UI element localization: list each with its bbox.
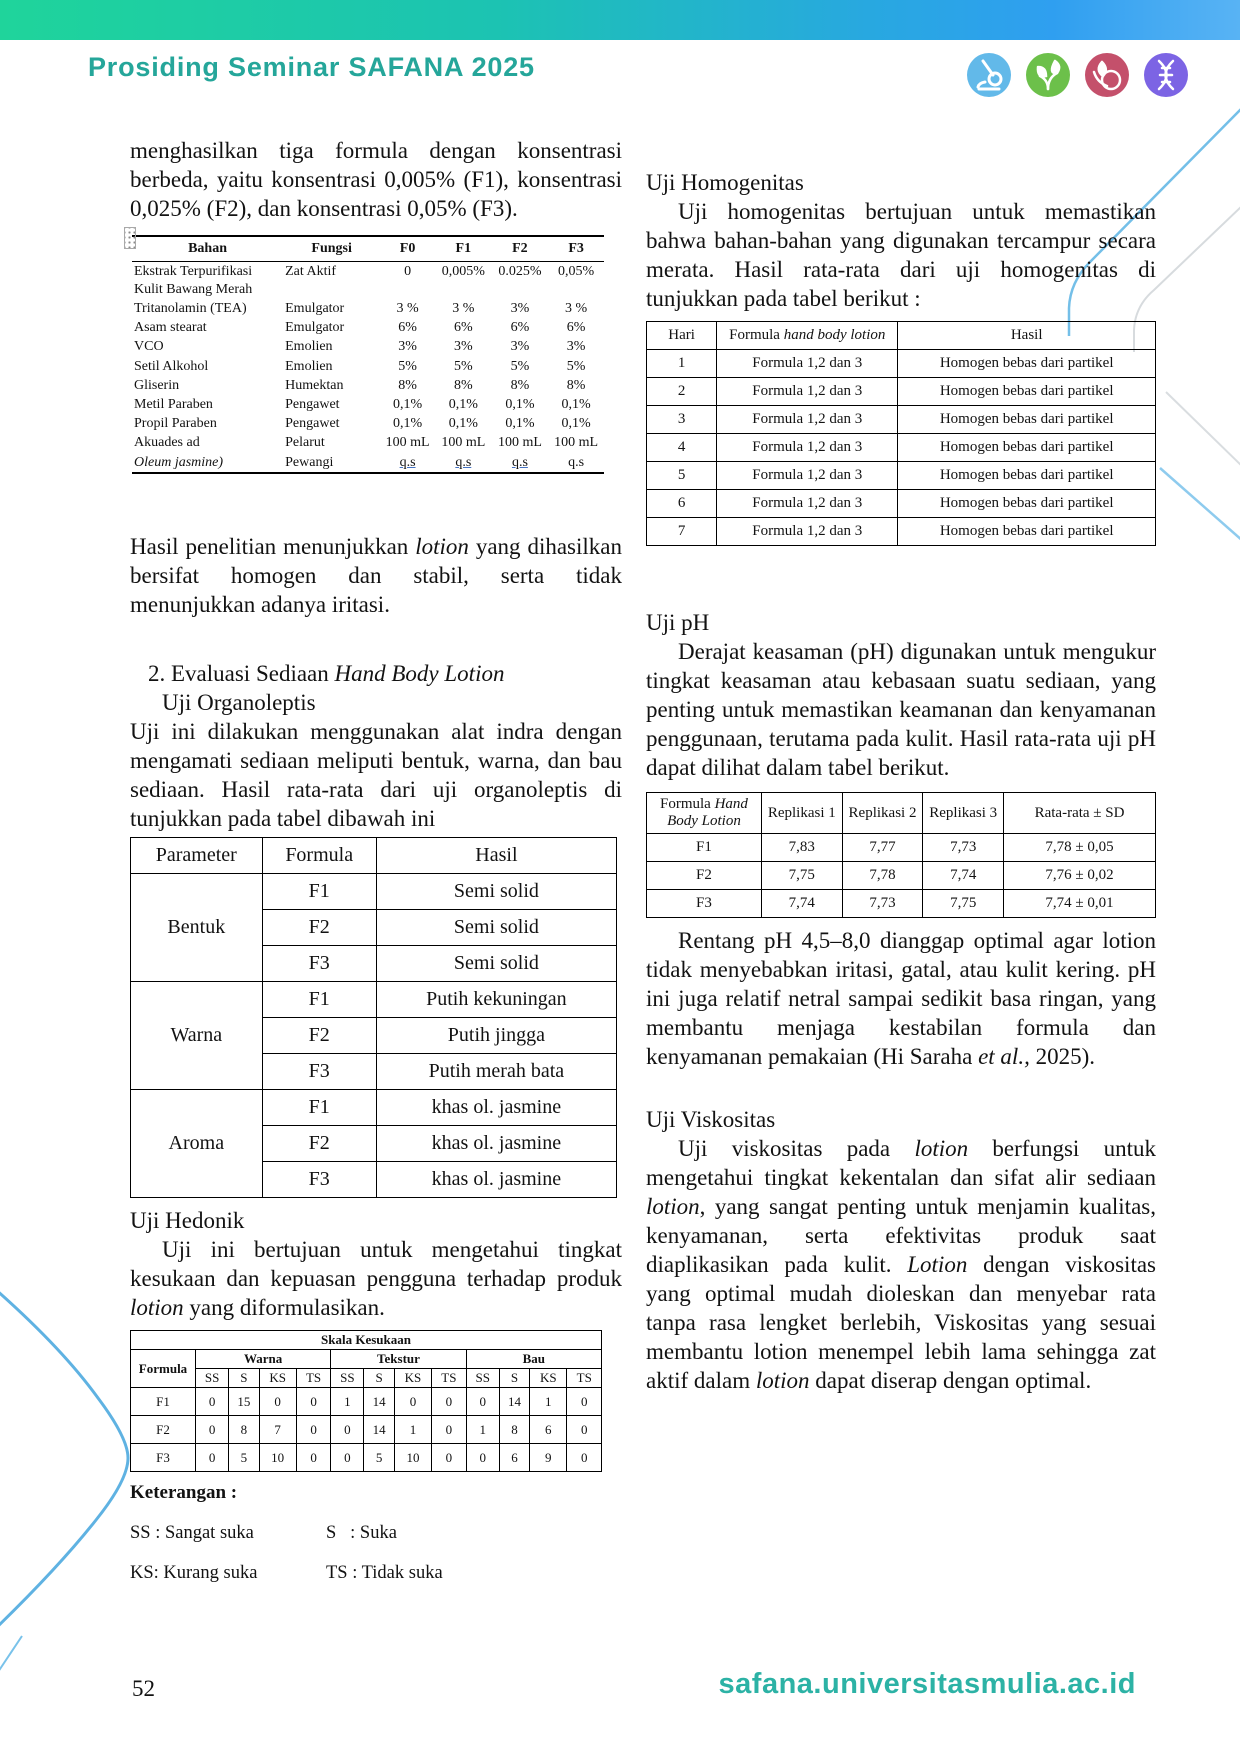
header-cell: TS — [296, 1369, 331, 1388]
cell: Pelarut — [285, 435, 325, 451]
cell: Homogen bebas dari partikel — [898, 406, 1156, 434]
ph-table — [646, 792, 1156, 918]
keterangan-label: Keterangan : — [130, 1482, 238, 1504]
cell: VCO — [134, 339, 164, 355]
table-row — [647, 350, 1156, 378]
table-row — [132, 396, 604, 415]
table-row — [131, 1444, 602, 1472]
cell: Metil Paraben — [134, 397, 213, 412]
viskositas-paragraph: Uji viskositas pada lotion berfungsi untuk mengetahui tingkat kekentalan dan sifat alir sediaan lotion, yang sangat penting untuk menjamin kualitas, kenyamanan, serta efektivitas produk saat diaplikasikan pada kulit. Lotion dengan viskositas yang optimal mudah dioleskan dan menyebar rata tanpa rasa lengket berlebih, Viskositas yang sesuai membantu lotion menempel lebih lama sehingga zat aktif dalam lotion dapat diserap dengan optimal. — [646, 1136, 1156, 1393]
cell: 0 — [567, 1388, 602, 1416]
cell: 6% — [453, 320, 473, 336]
cell: 0,1% — [505, 416, 535, 432]
cell: 0,005% — [441, 263, 485, 279]
ph-range-paragraph: Rentang pH 4,5–8,0 dianggap optimal agar lotion tidak menyebabkan iritasi, gatal, atau kulit kering. pH ini juga relatif netral sampai sedikit basa ringan, yang membantu menjaga kestabilan formula dan kenyamanan pemakaian (Hi Saraha et al., 2025). — [646, 928, 1156, 1069]
cell: Putih merah bata — [376, 1054, 616, 1090]
hedonic-table — [130, 1330, 602, 1472]
cell: 7,76 ± 0,02 — [1004, 862, 1156, 890]
cell: 5% — [510, 358, 530, 374]
medical-drop-logo-icon — [1084, 52, 1130, 98]
cell: Propil Paraben — [134, 416, 217, 432]
header-cell: S — [364, 1369, 394, 1388]
cell: Homogen bebas dari partikel — [898, 518, 1156, 546]
cell: 0 — [466, 1444, 499, 1472]
dna-logo-icon — [1143, 52, 1189, 98]
cell: 0 — [567, 1444, 602, 1472]
header-cell: SS — [196, 1369, 229, 1388]
cell: 6% — [398, 320, 417, 336]
cell: 0,1% — [393, 397, 423, 412]
header-cell: Warna — [196, 1350, 331, 1369]
table-row — [647, 793, 1156, 834]
header-cell: F1 — [435, 236, 492, 262]
table-anchor-icon — [124, 227, 136, 249]
header-cell: Rata-rata ± SD — [1004, 793, 1156, 834]
organoleptic-table — [130, 837, 617, 1198]
header-cell: SS — [331, 1369, 364, 1388]
cell: Aroma — [131, 1090, 263, 1198]
formulation-table — [132, 235, 604, 474]
cell: 100 mL — [385, 435, 430, 451]
cell: Pewangi — [285, 454, 334, 470]
cell: Asam stearat — [134, 320, 207, 336]
cell: 7,78 ± 0,05 — [1004, 834, 1156, 862]
cell: 0 — [567, 1416, 602, 1444]
qs-link[interactable]: q.s — [511, 454, 528, 470]
cell: F2 — [131, 1416, 196, 1444]
cell: 1 — [647, 350, 717, 378]
plant-logo-icon — [1025, 52, 1071, 98]
cell: 3 % — [565, 301, 588, 317]
header-cell: Replikasi 3 — [923, 793, 1004, 834]
cell: 4 — [647, 434, 717, 462]
table-row — [132, 338, 604, 357]
cell: F3 — [262, 946, 376, 982]
cell: 5% — [453, 358, 473, 374]
cell: 6% — [566, 320, 586, 336]
header-cell: Bahan — [132, 236, 283, 262]
cell: Bentuk — [131, 874, 263, 982]
table-row — [647, 434, 1156, 462]
cell: 0 — [331, 1416, 364, 1444]
cell: 100 mL — [441, 435, 486, 451]
cell: q.s — [568, 454, 585, 470]
homogeneity-table — [646, 321, 1156, 546]
header-cell: Replikasi 1 — [761, 793, 842, 834]
cell: 7,74 ± 0,01 — [1004, 890, 1156, 918]
cell: 0,1% — [561, 416, 591, 432]
header-cell: Tekstur — [331, 1350, 466, 1369]
cell: khas ol. jasmine — [376, 1162, 616, 1198]
table-row — [132, 300, 604, 319]
cell: 7,77 — [842, 834, 923, 862]
header-cell: Formula Hand Body Lotion — [647, 793, 762, 834]
cell: 0,1% — [561, 397, 591, 412]
cell: Homogen bebas dari partikel — [898, 378, 1156, 406]
table-row — [132, 236, 604, 262]
cell: Semi solid — [376, 874, 616, 910]
cell: 0,1% — [393, 416, 423, 432]
cell: 14 — [499, 1388, 529, 1416]
table-row — [131, 1388, 602, 1416]
header-cell: Hasil — [376, 838, 616, 874]
table-row — [131, 838, 617, 874]
formulation-table-wrap — [130, 235, 622, 474]
legend-line: SS : Sangat suka S : Suka — [130, 1523, 397, 1544]
cell: 8 — [229, 1416, 259, 1444]
header-cell: Fungsi — [283, 236, 380, 262]
cell: khas ol. jasmine — [376, 1126, 616, 1162]
viskositas-heading: Uji Viskositas — [646, 1107, 776, 1132]
cell: 7,75 — [761, 862, 842, 890]
header-cell: Hari — [647, 322, 717, 350]
cell: 1 — [331, 1388, 364, 1416]
cell: Pengawet — [285, 416, 340, 432]
cell: 5 — [647, 462, 717, 490]
cell: 6 — [499, 1444, 529, 1472]
cell: 7,73 — [923, 834, 1004, 862]
table-row — [131, 1331, 602, 1350]
header-cell: Parameter — [131, 838, 263, 874]
table-row — [131, 982, 617, 1018]
cell: 100 mL — [554, 435, 599, 451]
homogenitas-heading: Uji Homogenitas — [646, 170, 804, 195]
table-row — [647, 490, 1156, 518]
cell: F3 — [262, 1162, 376, 1198]
cell: Homogen bebas dari partikel — [898, 462, 1156, 490]
cell: Warna — [131, 982, 263, 1090]
page-number: 52 — [132, 1676, 155, 1701]
cell: Emolien — [285, 358, 333, 374]
cell: Emulgator — [285, 320, 345, 336]
cell: Emolien — [285, 339, 333, 355]
microscope-logo-icon — [966, 52, 1012, 98]
cell: Formula 1,2 dan 3 — [717, 378, 898, 406]
qs-link[interactable]: q.s — [455, 454, 472, 470]
cell: 0 — [466, 1388, 499, 1416]
table-row — [647, 862, 1156, 890]
cell: khas ol. jasmine — [376, 1090, 616, 1126]
header-cell: TS — [432, 1369, 467, 1388]
cell: 6 — [530, 1416, 567, 1444]
cell — [492, 453, 549, 473]
cell: 0 — [432, 1388, 467, 1416]
cell: 8% — [566, 377, 586, 393]
cell: 3 % — [396, 301, 419, 317]
cell: 6% — [510, 320, 530, 336]
cell: 3% — [453, 339, 473, 355]
header-cell: KS — [394, 1369, 431, 1388]
cell: 7 — [259, 1416, 296, 1444]
cell: 5% — [566, 358, 586, 374]
cell: Emulgator — [285, 301, 345, 317]
cell: 0 — [296, 1388, 331, 1416]
cell: 0 — [196, 1416, 229, 1444]
cell: 8% — [510, 377, 530, 393]
cell: 0 — [196, 1444, 229, 1472]
cell: 14 — [364, 1388, 394, 1416]
cell: 1 — [466, 1416, 499, 1444]
cell: Formula 1,2 dan 3 — [717, 434, 898, 462]
header-cell: S — [499, 1369, 529, 1388]
cell: Akuades ad — [134, 435, 200, 451]
cell: F2 — [262, 910, 376, 946]
cell: 8% — [453, 377, 473, 393]
cell: Oleum jasmine) — [134, 454, 224, 470]
table-row — [131, 1350, 602, 1369]
table-row — [132, 415, 604, 434]
cell: 8 — [499, 1416, 529, 1444]
organoleptis-paragraph: Uji ini dilakukan menggunakan alat indra dengan mengamati sediaan meliputi bentuk, warna, dan bau sediaan. Hasil rata-rata dari uji organoleptis di tunjukkan pada tabel dibawah ini — [130, 719, 622, 832]
cell: 100 mL — [497, 435, 542, 451]
cell: Formula 1,2 dan 3 — [717, 406, 898, 434]
organoleptis-heading: Uji Organoleptis — [162, 690, 316, 716]
header-cell: Replikasi 2 — [842, 793, 923, 834]
cell: 3% — [510, 301, 530, 317]
table-row — [647, 518, 1156, 546]
cell: 0 — [196, 1388, 229, 1416]
cell: 6 — [647, 490, 717, 518]
cell: F2 — [262, 1018, 376, 1054]
cell: 0.025% — [498, 263, 542, 279]
cell: 0 — [432, 1444, 467, 1472]
table-row — [132, 319, 604, 338]
header-cell: F3 — [548, 236, 604, 262]
cell: Semi solid — [376, 946, 616, 982]
header-cell: Skala Kesukaan — [131, 1331, 602, 1350]
table-row — [131, 1369, 602, 1388]
table-row — [647, 406, 1156, 434]
header-cell: TS — [567, 1369, 602, 1388]
header-cell: S — [229, 1369, 259, 1388]
cell: 5 — [229, 1444, 259, 1472]
section-heading-evaluasi: 2. Evaluasi Sediaan Hand Body Lotion — [148, 661, 505, 687]
cell: 0 — [404, 263, 412, 279]
cell: 7,74 — [761, 890, 842, 918]
cell: Formula 1,2 dan 3 — [717, 350, 898, 378]
cell: 5 — [364, 1444, 394, 1472]
header-cell: F0 — [380, 236, 435, 262]
cell: 3% — [398, 339, 417, 355]
cell: Semi solid — [376, 910, 616, 946]
cell: Gliserin — [134, 377, 180, 393]
cell: F1 — [131, 1388, 196, 1416]
website-link[interactable]: safana.universitasmulia.ac.id — [718, 1668, 1136, 1700]
cell: 2 — [647, 378, 717, 406]
left-column — [130, 136, 622, 1602]
cell: 7,83 — [761, 834, 842, 862]
header-cell: Formula — [131, 1350, 196, 1388]
cell: 5% — [398, 358, 417, 374]
header-cell: Hasil — [898, 322, 1156, 350]
cell: 8% — [398, 377, 417, 393]
cell: 0,05% — [558, 263, 595, 279]
cell: Setil Alkohol — [134, 358, 209, 374]
table-row — [132, 434, 604, 453]
cell: F2 — [647, 862, 762, 890]
right-column — [646, 168, 1156, 1395]
cell: Homogen bebas dari partikel — [898, 350, 1156, 378]
table-row — [647, 378, 1156, 406]
hedonik-heading: Uji Hedonik — [130, 1208, 245, 1234]
table-row — [131, 874, 617, 910]
cell: 0 — [259, 1388, 296, 1416]
cell: 3 — [647, 406, 717, 434]
header-cell: KS — [530, 1369, 567, 1388]
cell: 0,1% — [448, 397, 478, 412]
header-cell: Bau — [466, 1350, 601, 1369]
table-row — [132, 453, 604, 473]
ph-heading: Uji pH — [646, 610, 710, 635]
cell: F1 — [262, 982, 376, 1018]
cell: 0 — [394, 1388, 431, 1416]
table-row — [131, 1416, 602, 1444]
cell: 0 — [331, 1444, 364, 1472]
hedonik-paragraph: Uji ini bertujuan untuk mengetahui tingkat kesukaan dan kepuasan pengguna terhadap produk lotion yang diformulasikan. — [130, 1237, 622, 1321]
cell: Formula 1,2 dan 3 — [717, 490, 898, 518]
cell: Tritanolamin (TEA) — [134, 301, 247, 317]
table-row — [647, 322, 1156, 350]
logo-row — [966, 52, 1189, 98]
table-row — [131, 1090, 617, 1126]
cell: F1 — [262, 874, 376, 910]
table-row — [647, 834, 1156, 862]
cell: 7 — [647, 518, 717, 546]
cell: 3% — [510, 339, 530, 355]
ph-paragraph: Derajat keasaman (pH) digunakan untuk mengukur tingkat keasaman atau kebasaan suatu sediaan, yang penting untuk memastikan keamanan dan kenyamanan penggunaan, terutama pada kulit. Hasil rata-rata uji pH dapat dilihat dalam tabel berikut. — [646, 639, 1156, 780]
cell: Zat Aktif — [285, 263, 337, 279]
cell: 3% — [566, 339, 586, 355]
cell: 0 — [296, 1444, 331, 1472]
cell: Formula 1,2 dan 3 — [717, 518, 898, 546]
table-row — [647, 890, 1156, 918]
table-row — [132, 357, 604, 376]
cell: 7,75 — [923, 890, 1004, 918]
cell: Homogen bebas dari partikel — [898, 434, 1156, 462]
legend-line: KS: Kurang suka TS : Tidak suka — [130, 1562, 443, 1583]
cell: F3 — [131, 1444, 196, 1472]
table-row — [132, 376, 604, 395]
header-cell: Formula hand body lotion — [717, 322, 898, 350]
intro-paragraph: menghasilkan tiga formula dengan konsentrasi berbeda, yaitu konsentrasi 0,005% (F1), konsentrasi 0,025% (F2), dan konsentrasi 0,05% (F3). — [130, 138, 622, 221]
cell — [380, 453, 435, 473]
qs-link[interactable]: q.s — [399, 454, 416, 470]
page-title: Prosiding Seminar SAFANA 2025 — [88, 52, 535, 82]
cell: Putih kekuningan — [376, 982, 616, 1018]
header-cell: SS — [466, 1369, 499, 1388]
header-cell: Formula — [262, 838, 376, 874]
cell: Putih jingga — [376, 1018, 616, 1054]
cell: 0,1% — [448, 416, 478, 432]
cell: F3 — [262, 1054, 376, 1090]
cell: Formula 1,2 dan 3 — [717, 462, 898, 490]
cell: 0,1% — [505, 397, 535, 412]
cell: Ekstrak Terpurifikasi Kulit Bawang Merah — [134, 263, 253, 297]
cell: 10 — [394, 1444, 431, 1472]
table-row — [132, 262, 604, 300]
cell: 0 — [432, 1416, 467, 1444]
cell: F2 — [262, 1126, 376, 1162]
cell: 7,73 — [842, 890, 923, 918]
cell: 3 % — [452, 301, 475, 317]
result-paragraph: Hasil penelitian menunjukkan lotion yang dihasilkan bersifat homogen dan stabil, serta tidak menunjukkan adanya iritasi. — [130, 534, 622, 618]
top-gradient-bar — [0, 0, 1240, 40]
header-cell: KS — [259, 1369, 296, 1388]
table-row — [647, 462, 1156, 490]
cell: 14 — [364, 1416, 394, 1444]
cell: 0 — [296, 1416, 331, 1444]
cell: Pengawet — [285, 397, 340, 412]
cell: F1 — [262, 1090, 376, 1126]
header-cell: F2 — [492, 236, 549, 262]
cell: 7,78 — [842, 862, 923, 890]
cell: 7,74 — [923, 862, 1004, 890]
cell: F3 — [647, 890, 762, 918]
cell: Homogen bebas dari partikel — [898, 490, 1156, 518]
cell: 9 — [530, 1444, 567, 1472]
cell — [435, 453, 492, 473]
homogenitas-paragraph: Uji homogenitas bertujuan untuk memastikan bahwa bahan-bahan yang digunakan tercampur secara merata. Hasil rata-rata dari uji homogenitas di tunjukkan pada tabel berikut : — [646, 199, 1156, 311]
cell: 1 — [530, 1388, 567, 1416]
cell: 10 — [259, 1444, 296, 1472]
cell: Humektan — [285, 377, 344, 393]
cell: 1 — [394, 1416, 431, 1444]
cell: F1 — [647, 834, 762, 862]
cell: 15 — [229, 1388, 259, 1416]
